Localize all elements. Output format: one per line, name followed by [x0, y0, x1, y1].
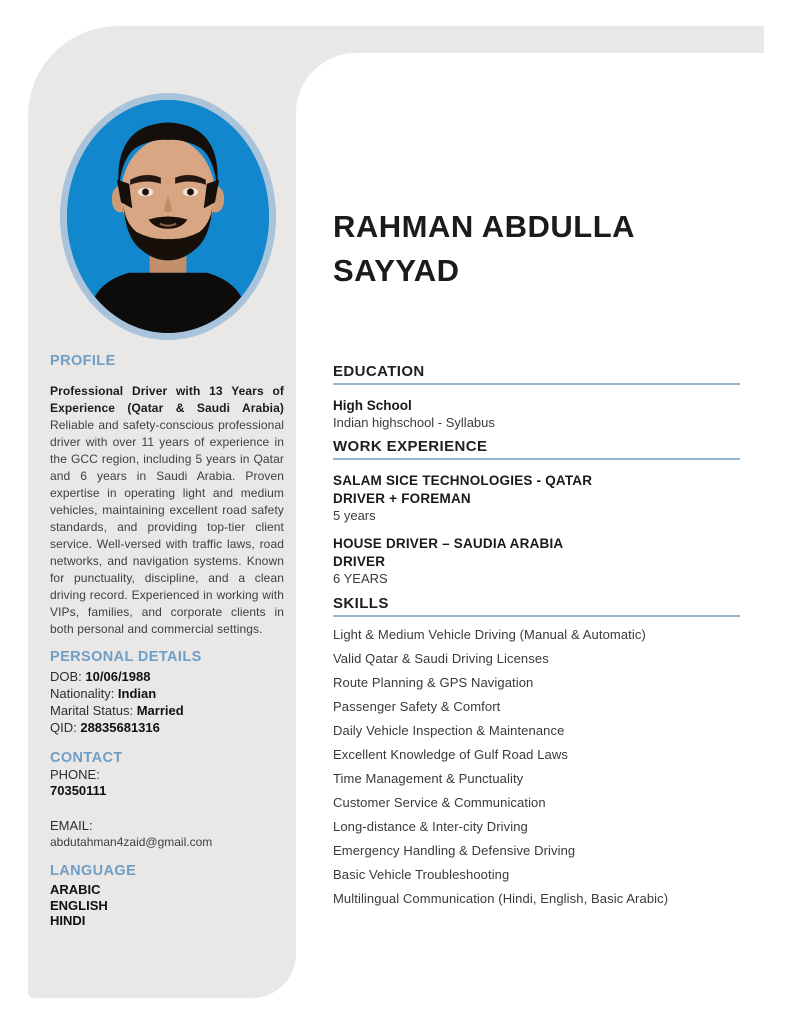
skill-item: Time Management & Punctuality — [333, 771, 524, 786]
phone-label: PHONE: — [50, 767, 100, 782]
candidate-name: RAHMAN ABDULLA SAYYAD — [333, 209, 634, 288]
profile-lead: Professional Driver with 13 Years of Experience (Qatar & Saudi Arabia) — [50, 384, 284, 415]
sidebar — [50, 353, 284, 929]
personal-details-heading: PERSONAL DETAILS — [50, 649, 202, 665]
job-role: DRIVER + FOREMAN — [333, 490, 471, 506]
education-degree: High School — [333, 398, 412, 413]
detail-label: Nationality: — [50, 686, 118, 701]
email-value: abdutahman4zaid@gmail.com — [50, 835, 213, 849]
contact-heading: CONTACT — [50, 750, 123, 766]
detail-row-nationality — [50, 685, 284, 702]
education-heading: EDUCATION — [333, 364, 740, 385]
detail-row-qid — [50, 719, 284, 736]
detail-row-marital-status — [50, 702, 284, 719]
detail-label: Marital Status: — [50, 703, 137, 718]
job-company: SALAM SICE TECHNOLOGIES - QATAR — [333, 473, 593, 488]
email-label: EMAIL: — [50, 818, 93, 833]
job-entry — [333, 472, 740, 524]
skill-item: Emergency Handling & Defensive Driving — [333, 843, 576, 858]
skill-item: Multilingual Communication (Hindi, English, Basic Arabic) — [333, 891, 669, 906]
language-item: ARABIC — [50, 882, 101, 897]
profile-body: Reliable and safety-conscious professional driver with over 11 years of experience in the GCC region, including 5 years in Qatar and 6 years in Saudi Arabia. Proven expertise in operating light and medium vehicles, maintaining excellent road safety standards, and providing top-tier client service. Well-versed with traffic laws, road networks, and navigation systems. Known for punctuality, discipline, and a clean driving record. Experienced in working with VIPs, families, and corporate clients in both personal and commercial settings. — [50, 418, 284, 636]
education-section — [333, 364, 740, 431]
skills-heading: SKILLS — [333, 596, 740, 617]
skill-item: Basic Vehicle Troubleshooting — [333, 867, 510, 882]
skill-item: Light & Medium Vehicle Driving (Manual & Automatic) — [333, 627, 646, 642]
work-experience-section — [333, 439, 740, 587]
person-photo-graphic — [67, 100, 269, 333]
detail-row-dob — [50, 668, 284, 685]
language-item: ENGLISH — [50, 897, 108, 913]
education-detail: Indian highschool - Syllabus — [333, 415, 495, 430]
skill-item: Passenger Safety & Comfort — [333, 699, 501, 714]
skill-item: Route Planning & GPS Navigation — [333, 675, 534, 690]
job-company: HOUSE DRIVER – SAUDIA ARABIA — [333, 536, 564, 551]
work-experience-heading: WORK EXPERIENCE — [333, 439, 740, 460]
job-duration: 6 YEARS — [333, 571, 388, 586]
skill-item: Valid Qatar & Saudi Driving Licenses — [333, 651, 549, 666]
portrait-photo-ring — [60, 93, 276, 340]
phone-value: 70350111 — [50, 783, 107, 798]
detail-value: Indian — [117, 686, 157, 701]
language-item: HINDI — [50, 913, 86, 928]
detail-value: 28835681316 — [80, 720, 160, 735]
detail-label: DOB: — [50, 669, 86, 684]
skill-item: Excellent Knowledge of Gulf Road Laws — [333, 747, 568, 762]
skills-section — [333, 596, 740, 911]
job-role: DRIVER — [333, 553, 386, 569]
detail-label: QID: — [50, 720, 81, 735]
skills-list — [333, 623, 740, 911]
skill-item: Customer Service & Communication — [333, 795, 546, 810]
profile-paragraph — [50, 383, 284, 638]
skill-item: Long-distance & Inter-city Driving — [333, 819, 528, 834]
profile-heading: PROFILE — [50, 353, 116, 369]
personal-details-list — [50, 668, 284, 736]
detail-value: Married — [136, 703, 184, 718]
job-entry — [333, 535, 740, 587]
language-list — [50, 882, 284, 929]
detail-value: 10/06/1988 — [85, 669, 151, 684]
portrait-photo — [67, 100, 269, 333]
skill-item: Daily Vehicle Inspection & Maintenance — [333, 723, 565, 738]
language-heading: LANGUAGE — [50, 863, 137, 879]
job-duration: 5 years — [333, 508, 376, 523]
